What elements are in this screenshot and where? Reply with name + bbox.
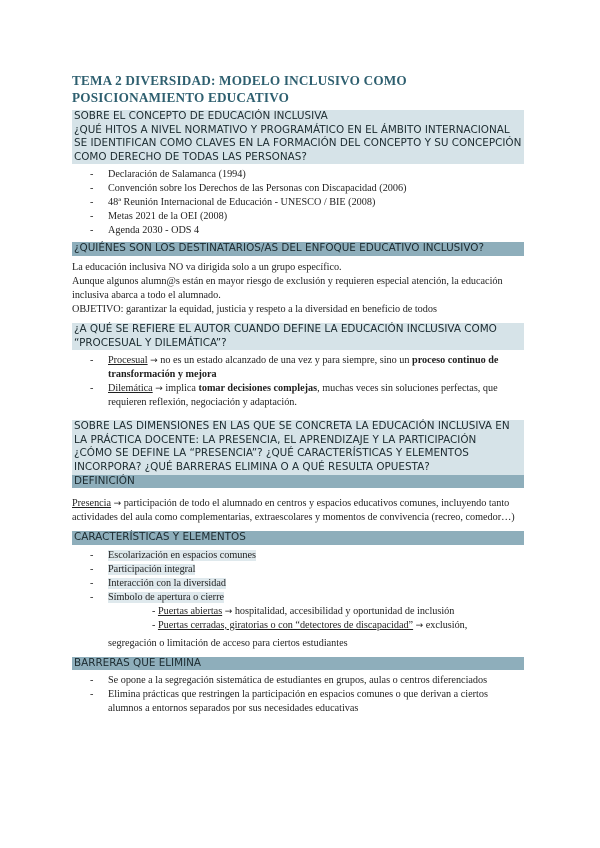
question-procesual: ¿A QUÉ SE REFIERE EL AUTOR CUANDO DEFINE LA EDUCACIÓN INCLUSIVA COMO “PROCESUAL Y DILEMÁTICA”? bbox=[72, 323, 524, 350]
procesual-list bbox=[72, 354, 524, 410]
arrow-right-icon: → bbox=[150, 356, 158, 367]
list-item-sub: - Puertas abiertas → hospitalidad, accesibilidad y oportunidad de inclusión bbox=[152, 605, 455, 617]
list-item: - Procesual → no es un estado alcanzado de una vez y para siempre, sino un proceso continuo de transformación y mejora bbox=[72, 354, 524, 382]
arrow-right-icon: → bbox=[415, 620, 424, 631]
list-item: - Agenda 2030 - ODS 4 bbox=[72, 224, 524, 238]
list-item: - Dilemática → implica tomar decisiones complejas, muchas veces sin soluciones perfectas, que requieren reflexión, negociación y adaptación. bbox=[72, 382, 524, 410]
barreras-list bbox=[72, 674, 524, 716]
question-hitos: ¿QUÉ HITOS A NIVEL NORMATIVO Y PROGRAMÁTICO EN EL ÁMBITO INTERNACIONAL SE IDENTIFICAN COMO CLAVES EN LA FORMACIÓN DEL CONCEPTO Y SU CONCEPCIÓN COMO DERECHO DE TODAS LAS PERSONAS? bbox=[72, 124, 524, 165]
continuation-text: segregación o limitación de acceso para ciertos estudiantes bbox=[108, 637, 348, 649]
term: Procesual bbox=[108, 355, 148, 367]
paragraph: Aunque algunos alumn@s están en mayor riesgo de exclusión y requieren especial atención, la educación inclusiva abarca a todo el alumnado. bbox=[72, 275, 503, 301]
list-item: - Elimina prácticas que restringen la participación en espacios comunes o que derivan a ciertos alumnos a entornos separados por sus necesidades educativas bbox=[72, 688, 524, 716]
section-heading-dimensiones: SOBRE LAS DIMENSIONES EN LAS QUE SE CONCRETA LA EDUCACIÓN INCLUSIVA EN LA PRÁCTICA DOCENTE: LA PRESENCIA, EL APRENDIZAJE Y LA PARTICIPACIÓN bbox=[72, 420, 524, 447]
list-item: - Metas 2021 de la OEI (2008) bbox=[72, 210, 524, 224]
term: Dilemática bbox=[108, 383, 153, 395]
list-item: - Interacción con la diversidad bbox=[72, 577, 524, 591]
list-item: - Escolarización en espacios comunes bbox=[72, 549, 524, 563]
subheading-caracteristicas: CARACTERÍSTICAS Y ELEMENTOS bbox=[72, 531, 524, 545]
section-heading-concepto: SOBRE EL CONCEPTO DE EDUCACIÓN INCLUSIVA bbox=[72, 110, 524, 124]
list-item: - Declaración de Salamanca (1994) bbox=[72, 168, 524, 182]
hitos-list bbox=[72, 168, 524, 238]
caracteristicas-list bbox=[72, 549, 524, 633]
subheading-barreras: BARRERAS QUE ELIMINA bbox=[72, 657, 524, 671]
arrow-right-icon: → bbox=[224, 606, 233, 617]
definition-paragraph: Presencia → participación de todo el alumnado en centros y espacios educativos comunes, incluyendo tanto actividades del aula como complementarias, extraescolares y momentos de convivencia (recreo, comedor…) bbox=[72, 498, 515, 524]
paragraph: La educación inclusiva NO va dirigida solo a un grupo específico. bbox=[72, 261, 342, 273]
question-destinatarios: ¿QUIÉNES SON LOS DESTINATARIOS/AS DEL ENFOQUE EDUCATIVO INCLUSIVO? bbox=[72, 242, 524, 256]
question-presencia: ¿CÓMO SE DEFINE LA “PRESENCIA”? ¿QUÉ CARACTERÍSTICAS Y ELEMENTOS INCORPORA? ¿QUÉ BARRERAS ELIMINA O A QUÉ RESULTA OPUESTA? bbox=[72, 447, 524, 474]
arrow-right-icon: → bbox=[155, 384, 163, 395]
list-item: - Símbolo de apertura o cierre bbox=[72, 591, 524, 605]
subheading-definicion: DEFINICIÓN bbox=[72, 475, 524, 489]
term: Puertas abiertas bbox=[157, 605, 223, 617]
list-item: - Convención sobre los Derechos de las Personas con Discapacidad (2006) bbox=[72, 182, 524, 196]
arrow-right-icon: → bbox=[113, 499, 122, 510]
term: Puertas cerradas, giratorias o con “detectores de discapacidad” bbox=[157, 619, 414, 631]
list-item-sub: - Puertas cerradas, giratorias o con “detectores de discapacidad” → exclusión, bbox=[152, 619, 468, 631]
term: Presencia bbox=[72, 498, 112, 510]
document-title: TEMA 2 DIVERSIDAD: MODELO INCLUSIVO COMO POSICIONAMIENTO EDUCATIVO bbox=[72, 73, 407, 105]
list-item: - 48ª Reunión Internacional de Educación - UNESCO / BIE (2008) bbox=[72, 196, 524, 210]
list-item: - Se opone a la segregación sistemática de estudiantes en grupos, aulas o centros diferenciados bbox=[72, 674, 524, 688]
paragraph: OBJETIVO: garantizar la equidad, justicia y respeto a la diversidad en beneficio de todos bbox=[72, 303, 437, 315]
list-item: - Participación integral bbox=[72, 563, 524, 577]
bold-phrase: proceso continuo de transformación y mejora bbox=[108, 355, 499, 381]
bold-phrase: tomar decisiones complejas bbox=[198, 383, 318, 395]
